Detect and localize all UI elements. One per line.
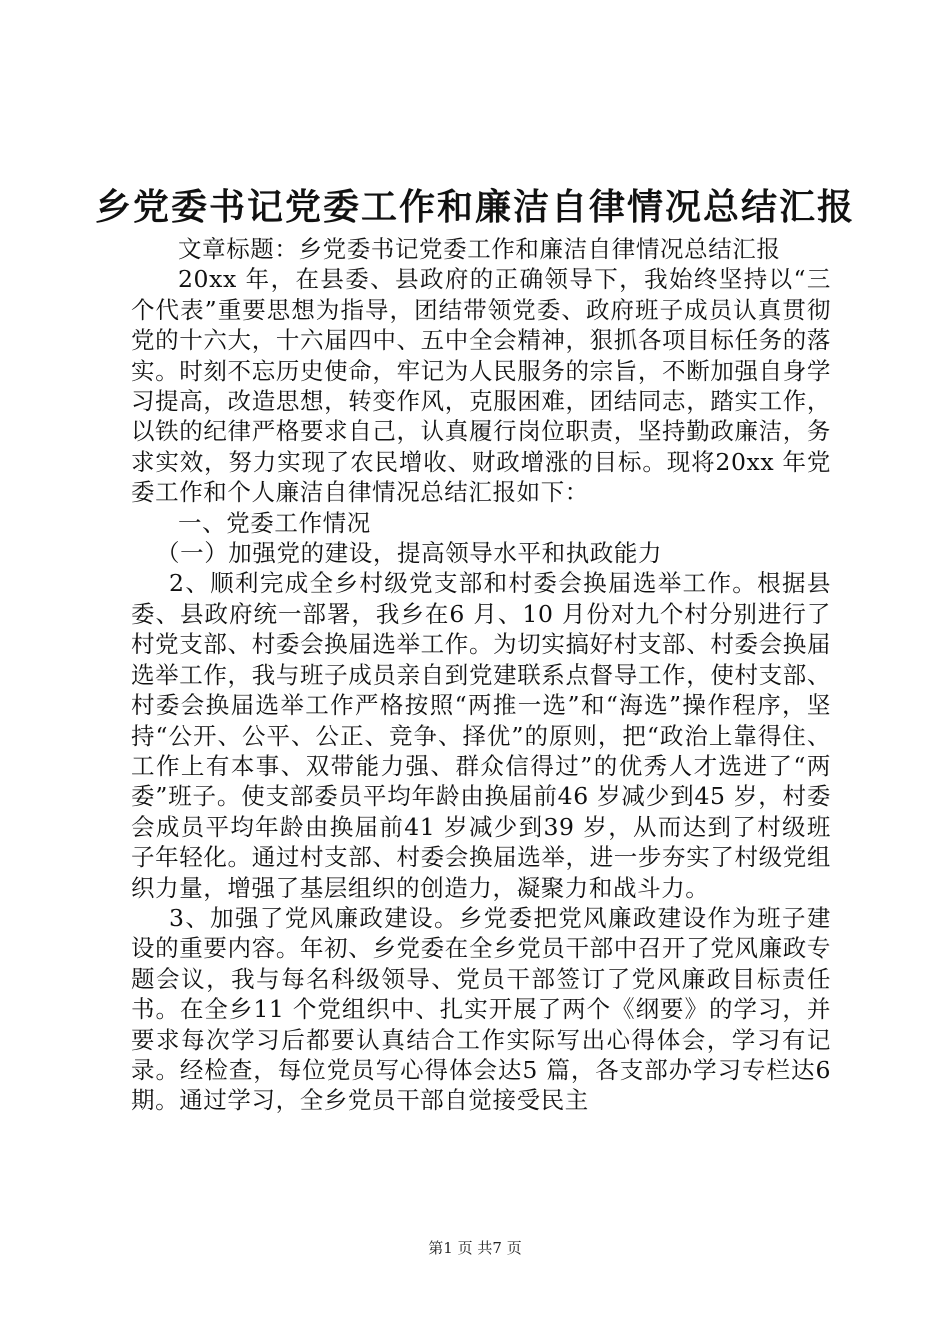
- subsection-heading: （一）加强党的建设，提高领导水平和执政能力: [156, 539, 663, 568]
- document-title: 乡党委书记党委工作和廉洁自律情况总结汇报: [94, 186, 855, 228]
- paragraph-item-3: 3、加强了党风廉政建设。乡党委把党风廉政建设作为班子建设的重要内容。年初、乡党委在全乡党员干部中召开了党风廉政专题会议，我与每名科级领导、党员干部签订了党风廉政目标责任书。在全乡11 个党组织中、扎实开展了两个《纲要》的学习，并要求每次学习后都要认真结合工作实际写出心得体会，学习有记录。经检查，每位党员写心得体会达5 篇，各支部办学习专栏达6 期。通过学习，全乡党员干部自觉接受民主: [131, 903, 831, 1115]
- section-heading: 一、党委工作情况: [178, 508, 371, 537]
- document-body: [131, 234, 831, 1116]
- paragraph-item-2: 2、顺利完成全乡村级党支部和村委会换届选举工作。根据县委、县政府统一部署，我乡在6 月、10 月份对九个村分别进行了村党支部、村委会换届选举工作。为切实搞好村支部、村委会换届选举工作，我与班子成员亲自到党建联系点督导工作，使村支部、村委会换届选举工作严格按照“两推一选”和“海选”操作程序，坚持“公开、公平、公正、竞争、择优”的原则，把“政治上靠得住、工作上有本事、双带能力强、群众信得过”的优秀人才选进了“两委”班子。使支部委员平均年龄由换届前46 岁减少到45 岁，村委会成员平均年龄由换届前41 岁减少到39 岁，从而达到了村级班子年轻化。通过村支部、村委会换届选举，进一步夯实了村级党组织力量，增强了基层组织的创造力，凝聚力和战斗力。: [131, 569, 831, 902]
- article-title-line: 文章标题：乡党委书记党委工作和廉洁自律情况总结汇报: [178, 235, 781, 263]
- page-number-footer: 第1 页 共7 页: [428, 1239, 522, 1257]
- intro-paragraph: 20xx 年，在县委、县政府的正确领导下，我始终坚持以“三个代表”重要思想为指导，团结带领党委、政府班子成员认真贯彻党的十六大，十六届四中、五中全会精神，狠抓各项目标任务的落实。时刻不忘历史使命，牢记为人民服务的宗旨，不断加强自身学习提高，改造思想，转变作风，克服困难，团结同志，踏实工作，以铁的纪律严格要求自己，认真履行岗位职责，坚持勤政廉洁，务求实效，努力实现了农民增收、财政增涨的目标。现将20xx 年党委工作和个人廉洁自律情况总结汇报如下：: [131, 265, 831, 507]
